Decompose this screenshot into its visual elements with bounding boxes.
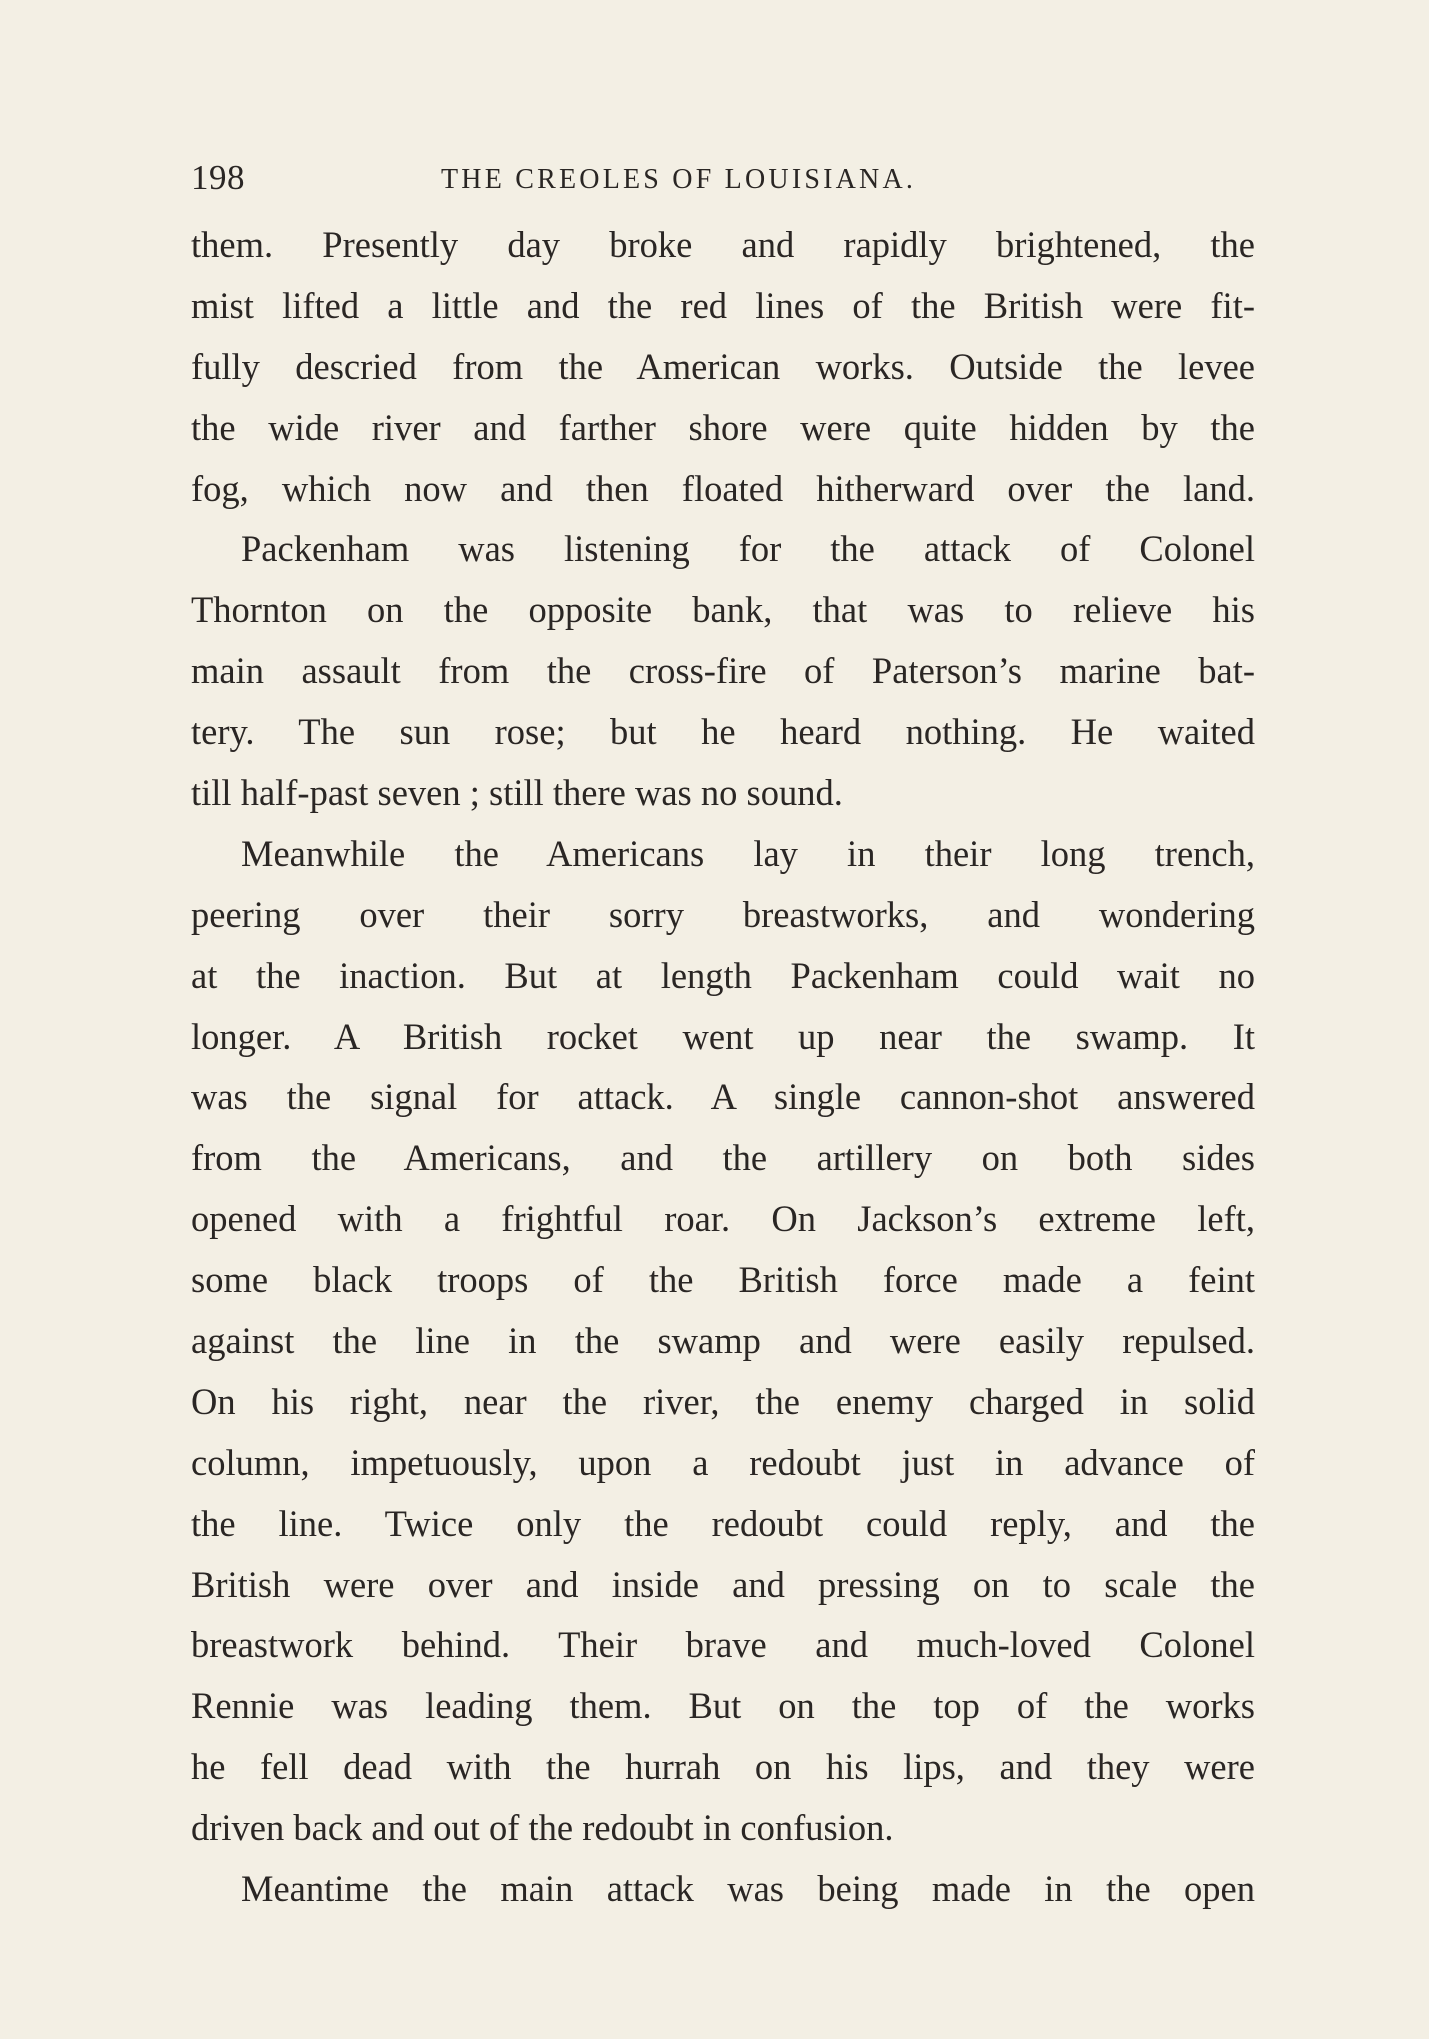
text-line: opened with a frightful roar. On Jackson’s extreme left, (191, 1198, 1255, 1240)
text-line: at the inaction. But at length Packenham could wait no (191, 954, 1255, 996)
text-line: from the Americans, and the artillery on both sides (191, 1137, 1255, 1179)
text-line: he fell dead with the hurrah on his lips, and they were (191, 1746, 1255, 1788)
body-text (191, 215, 1255, 1920)
text-line: against the line in the swamp and were easily repulsed. (191, 1320, 1255, 1362)
text-line: fog, which now and then floated hitherward over the land. (191, 467, 1255, 509)
text-line: the line. Twice only the redoubt could reply, and the (191, 1502, 1255, 1544)
text-line: Thornton on the opposite bank, that was to relieve his (191, 589, 1255, 631)
text-line: Rennie was leading them. But on the top of the works (191, 1685, 1255, 1727)
text-line: main assault from the cross-fire of Paterson’s marine bat- (191, 650, 1255, 692)
text-line: Packenham was listening for the attack of Colonel (241, 528, 1255, 570)
text-line: peering over their sorry breastworks, and wondering (191, 893, 1255, 935)
text-line: British were over and inside and pressing on to scale the (191, 1563, 1255, 1605)
text-line: was the signal for attack. A single cannon-shot answered (191, 1076, 1255, 1118)
page-number: 198 (191, 158, 245, 197)
text-line: Meantime the main attack was being made in the open (241, 1868, 1255, 1910)
text-line: fully descried from the American works. Outside the levee (191, 345, 1255, 387)
text-line: longer. A British rocket went up near the swamp. It (191, 1015, 1255, 1057)
text-line: column, impetuously, upon a redoubt just in advance of (191, 1441, 1255, 1483)
text-line: them. Presently day broke and rapidly brightened, the (191, 224, 1255, 265)
text-line: Meanwhile the Americans lay in their long trench, (241, 832, 1255, 874)
text-line: till half-past seven ; still there was no sound. (191, 772, 843, 814)
page-header (191, 152, 1255, 204)
text-line: mist lifted a little and the red lines of the British were fit- (191, 284, 1255, 326)
text-line: On his right, near the river, the enemy charged in solid (191, 1380, 1255, 1422)
text-line: tery. The sun rose; but he heard nothing. He waited (191, 711, 1255, 753)
text-line: driven back and out of the redoubt in confusion. (191, 1807, 894, 1849)
text-line: some black troops of the British force made a feint (191, 1259, 1255, 1301)
text-line: the wide river and farther shore were quite hidden by the (191, 406, 1255, 448)
running-head: THE CREOLES OF LOUISIANA. (441, 164, 917, 195)
text-line: breastwork behind. Their brave and much-loved Colonel (191, 1624, 1255, 1666)
